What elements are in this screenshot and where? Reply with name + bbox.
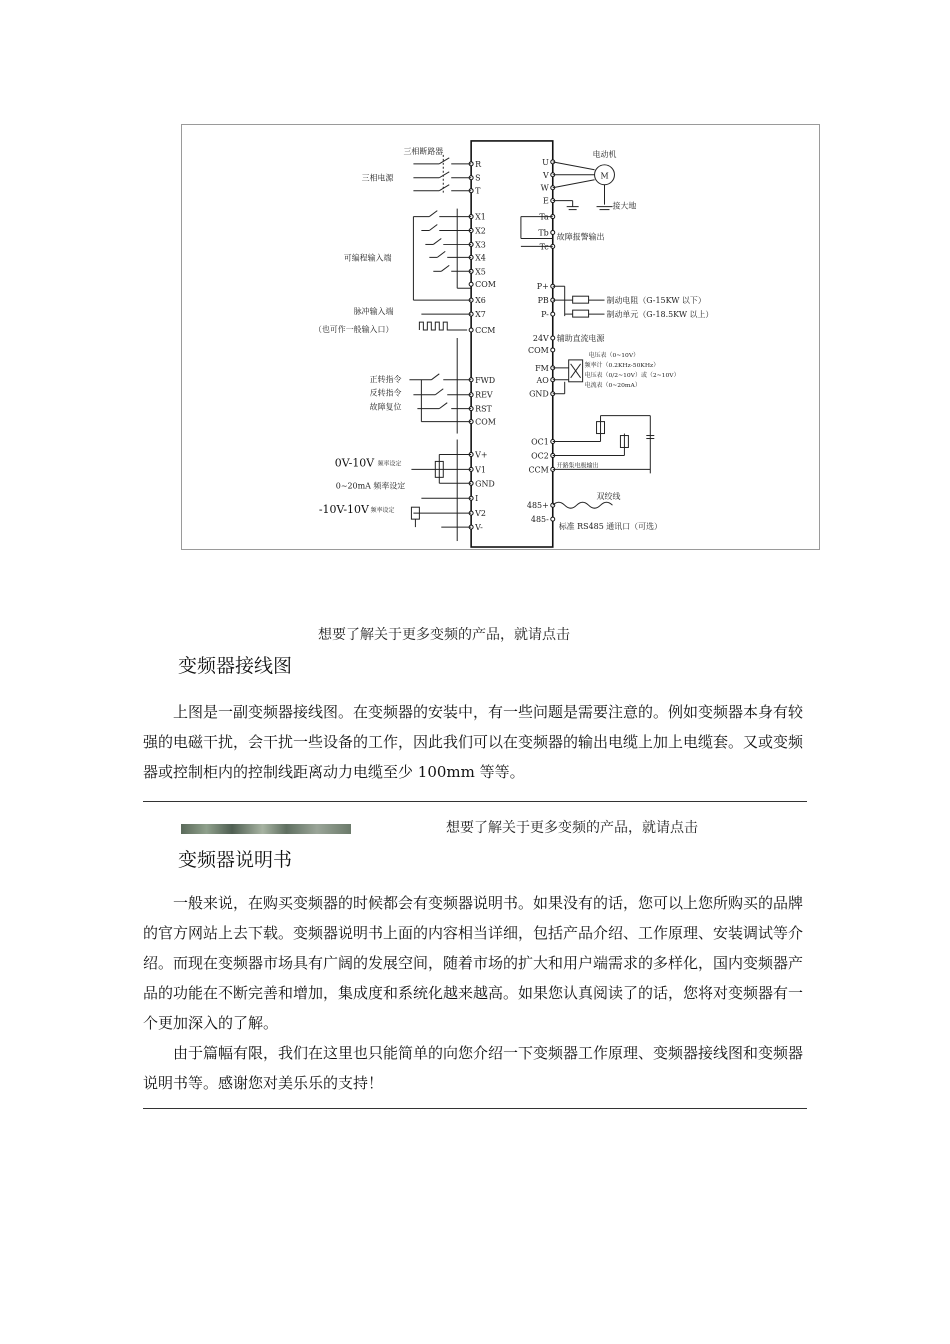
terminal-label: OC2 (531, 451, 549, 461)
paragraph-2-text: 一般来说，在购买变频器的时候都会有变频器说明书。如果没有的话，您可以上您所购买的品牌的官方网站上去下载。变频器说明书上面的内容相当详细，包括产品介绍、工作原理、安装调试等介绍。而现在变频器市场具有广阔的发展空间，随着市场的扩大和用户端需求的多样化，国内变频器产品的功能在不断完善和增加，集成度和系统化越来越高。如果您认真阅读了的话，您将对变频器有一个更加深入的了解。 (143, 894, 804, 1032)
paragraph-1-text: 上图是一副变频器接线图。在变频器的安装中，有一些问题是需要注意的。例如变频器本身有较强的电磁干扰，会干扰一些设备的工作，因此我们可以在变频器的输出电缆上加上电缆套。又或变频器或控制柜内的控制线距离动力电缆至少 100mm 等等。 (143, 703, 804, 781)
terminal-label: X6 (475, 296, 486, 306)
terminal-label: GND (475, 479, 495, 489)
terminal-label: COM (475, 280, 496, 290)
label-reverse: 反转指令 (369, 388, 402, 398)
label-meter-1: 电压表（0~10V） (588, 351, 640, 359)
terminal-label: Tc (539, 242, 549, 252)
label-forward: 正转指令 (369, 374, 402, 384)
terminal-label: Tb (538, 228, 549, 238)
pulse-waveform (419, 322, 467, 330)
label-0-10v: 0V-10V (334, 456, 375, 470)
label-meter-4: 电流表（0~20mA） (584, 381, 641, 389)
label-meter-2: 频率计（0.2KHz-50KHz） (584, 361, 660, 369)
label-programmable-inputs: 可编程输入端 (343, 253, 392, 263)
terminal-label: U (542, 157, 549, 167)
label-twisted-pair: 双绞线 (596, 492, 621, 502)
motor-lines (553, 162, 613, 210)
label-brake-resistor: 制动电阻（G-15KW 以下） (606, 296, 706, 306)
terminal-label: X4 (475, 253, 486, 263)
label-freq-set-3: 频率设定 (370, 507, 395, 515)
terminal-label: X1 (475, 212, 486, 222)
label-brake-unit: 制动单元（G-18.5KW 以上） (606, 310, 714, 320)
terminal-label: S (475, 173, 481, 183)
terminal-label: V1 (475, 465, 486, 475)
terminal-label: AO (536, 375, 549, 385)
label-pulse-note: （也可作一般输入口） (313, 325, 394, 335)
terminal-label: OC1 (531, 437, 549, 447)
label-pulse-input: 脉冲输入端 (353, 307, 394, 317)
terminal-label: E (542, 196, 549, 206)
terminal-label: COM (528, 345, 549, 355)
terminal-label: CCM (475, 326, 496, 336)
terminal-label: W (540, 183, 549, 193)
terminal-label: GND (529, 389, 549, 399)
label-pm10v: -10V-10V (318, 503, 369, 517)
label-rs485: 标准 RS485 通讯口（可选） (558, 522, 662, 532)
terminal-dot (551, 517, 555, 521)
terminal-dot (469, 328, 473, 332)
label-open-collector: 开路集电极输出 (556, 462, 599, 470)
terminal-label: X5 (475, 267, 486, 277)
terminal-label: P- (541, 310, 549, 320)
breaker-lines (413, 155, 471, 195)
terminal-label: FWD (475, 375, 496, 385)
terminal-label: X2 (475, 226, 486, 236)
terminal-label: 485- (530, 515, 549, 525)
terminal-dot (551, 312, 555, 316)
terminal-label: X3 (475, 240, 486, 250)
label-power: 三相电源 (361, 173, 394, 183)
terminal-label: 24V (532, 333, 549, 343)
terminal-label: REV (475, 390, 493, 400)
terminal-label: PB (537, 296, 549, 306)
terminal-label: V (543, 170, 549, 180)
right-terminals (527, 158, 555, 524)
analog-lines (411, 440, 471, 542)
terminal-label: T (475, 186, 481, 196)
terminal-label: I (475, 494, 479, 504)
label-fault-alarm: 故障报警输出 (556, 232, 605, 242)
label-ground: 接大地 (612, 201, 637, 211)
banner-image[interactable] (181, 824, 351, 834)
terminal-dot (469, 282, 473, 286)
terminal-label: P+ (536, 282, 549, 292)
terminal-label: COM (475, 417, 496, 427)
label-freq-set-1: 频率设定 (377, 460, 402, 468)
label-fault-reset: 故障复位 (369, 402, 402, 412)
heading-wiring-diagram: 变频器接线图 (178, 655, 293, 677)
terminal-label: V2 (475, 509, 486, 519)
motor-m: M (600, 171, 609, 181)
wiring-diagram (181, 124, 820, 550)
command-switch-lines (409, 338, 471, 434)
terminal-dot (551, 231, 555, 235)
meter-lines (553, 360, 583, 394)
paragraph-2-container (143, 888, 807, 1098)
terminal-label: V+ (475, 450, 488, 460)
paragraph-1 (143, 697, 807, 787)
terminal-label: CCM (528, 465, 549, 475)
caption-1: 想要了解关于更多变频的产品，就请点击 (318, 627, 570, 643)
terminal-label: V- (475, 523, 483, 533)
label-motor: 电动机 (592, 149, 617, 159)
terminal-dot (551, 348, 555, 352)
terminal-dot (551, 336, 555, 340)
label-meter-3: 电压表（0/2~10V）或（2~10V） (584, 371, 680, 379)
terminal-label: FM (535, 363, 549, 373)
divider-1 (143, 801, 807, 802)
wiring-diagram-svg (182, 125, 819, 549)
divider-2 (143, 1108, 807, 1109)
caption-2: 想要了解关于更多变频的产品，就请点击 (446, 820, 698, 836)
label-0-20ma: 0~20mA 频率设定 (335, 481, 406, 491)
left-terminals (469, 160, 496, 532)
terminal-label: R (475, 159, 482, 169)
label-breaker: 三相断路器 (403, 146, 444, 156)
heading-manual: 变频器说明书 (178, 849, 293, 871)
terminal-label: Ta (539, 212, 549, 222)
terminal-label: RST (475, 404, 492, 414)
brake-lines (553, 286, 605, 317)
label-aux-dc: 辅助直流电源 (556, 333, 605, 343)
input-switch-lines (413, 209, 471, 301)
terminal-label: X7 (475, 310, 486, 320)
twisted-pair-line (553, 502, 613, 508)
paragraph-3-text: 由于篇幅有限，我们在这里也只能简单的向您介绍一下变频器工作原理、变频器接线图和变频器说明书等。感谢您对美乐乐的支持！ (143, 1044, 804, 1092)
terminal-label: 485+ (526, 501, 549, 511)
